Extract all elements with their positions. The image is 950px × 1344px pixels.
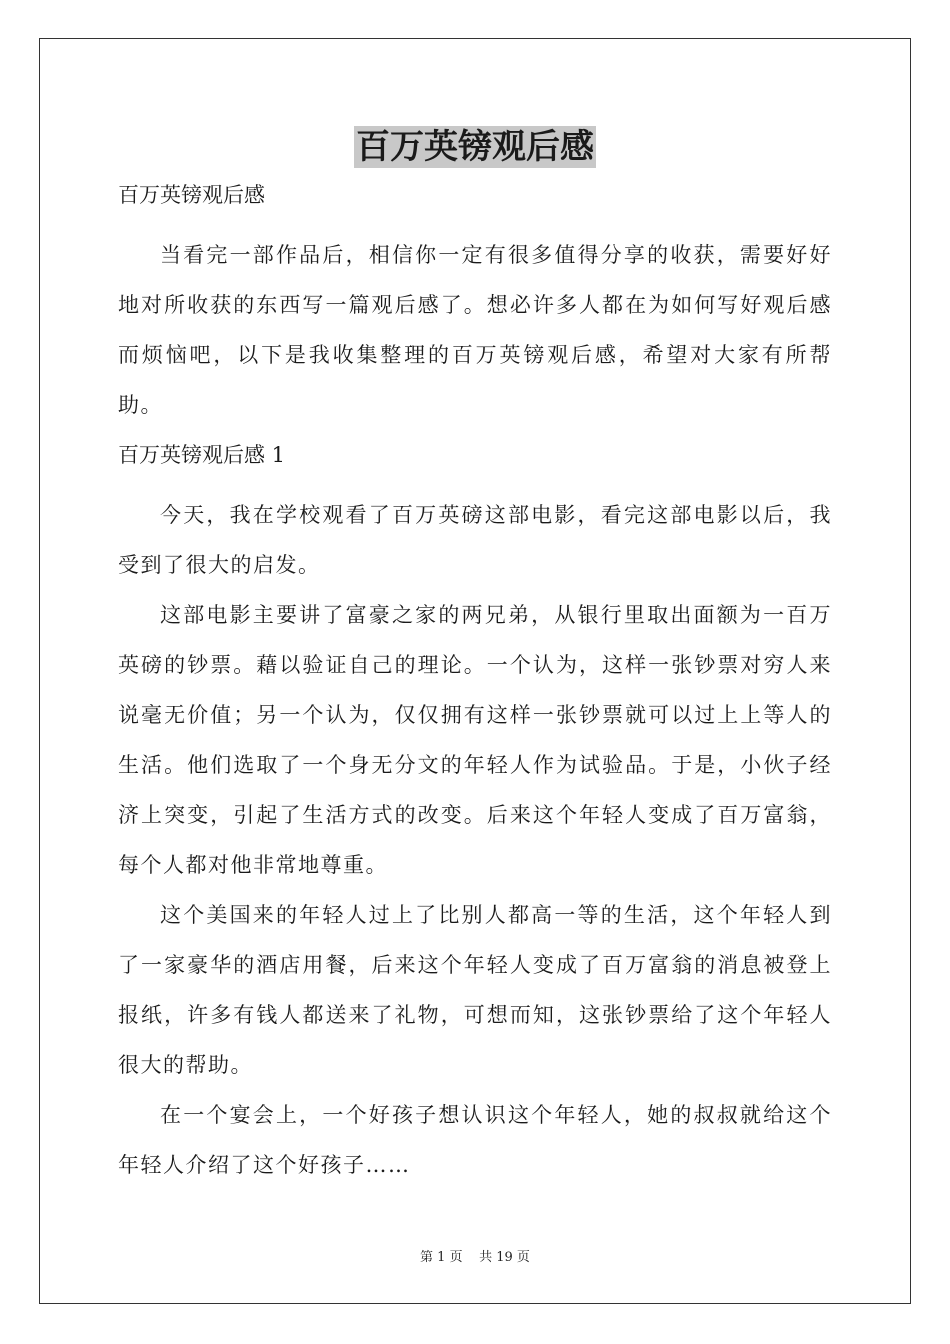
section-heading: 百万英镑观后感 1 — [118, 443, 286, 467]
body-paragraph: 这部电影主要讲了富豪之家的两兄弟，从银行里取出面额为一百万英磅的钞票。藉以验证自己的理论。一个认为，这样一张钞票对穷人来说毫无价值；另一个认为，仅仅拥有这样一张钞票就可以过上上等人的生活。他们选取了一个身无分文的年轻人作为试验品。于是，小伙子经济上突变，引起了生活方式的改变。后来这个年轻人变成了百万富翁，每个人都对他非常地尊重。 — [118, 603, 832, 877]
document-subtitle: 百万英镑观后感 — [118, 183, 265, 207]
body-paragraph: 这个美国来的年轻人过上了比别人都高一等的生活，这个年轻人到了一家豪华的酒店用餐，后来这个年轻人变成了百万富翁的消息被登上报纸，许多有钱人都送来了礼物，可想而知，这张钞票给了这个年轻人很大的帮助。 — [118, 903, 832, 1077]
page-total: 共 19 页 — [479, 1250, 530, 1265]
page-footer — [0, 1249, 950, 1267]
document-body — [118, 126, 832, 1190]
document-title: 百万英镑观后感 — [356, 127, 594, 167]
body-paragraph: 在一个宴会上，一个好孩子想认识这个年轻人，她的叔叔就给这个年轻人介绍了这个好孩子…… — [118, 1103, 832, 1177]
body-paragraph: 今天，我在学校观看了百万英磅这部电影，看完这部电影以后，我受到了很大的启发。 — [118, 503, 832, 577]
title-wrap — [118, 126, 832, 170]
intro-paragraph: 当看完一部作品后，相信你一定有很多值得分享的收获，需要好好地对所收获的东西写一篇观后感了。想必许多人都在为如何写好观后感而烦恼吧，以下是我收集整理的百万英镑观后感，希望对大家有所帮助。 — [118, 243, 832, 417]
page-number: 第 1 页 — [420, 1250, 463, 1265]
